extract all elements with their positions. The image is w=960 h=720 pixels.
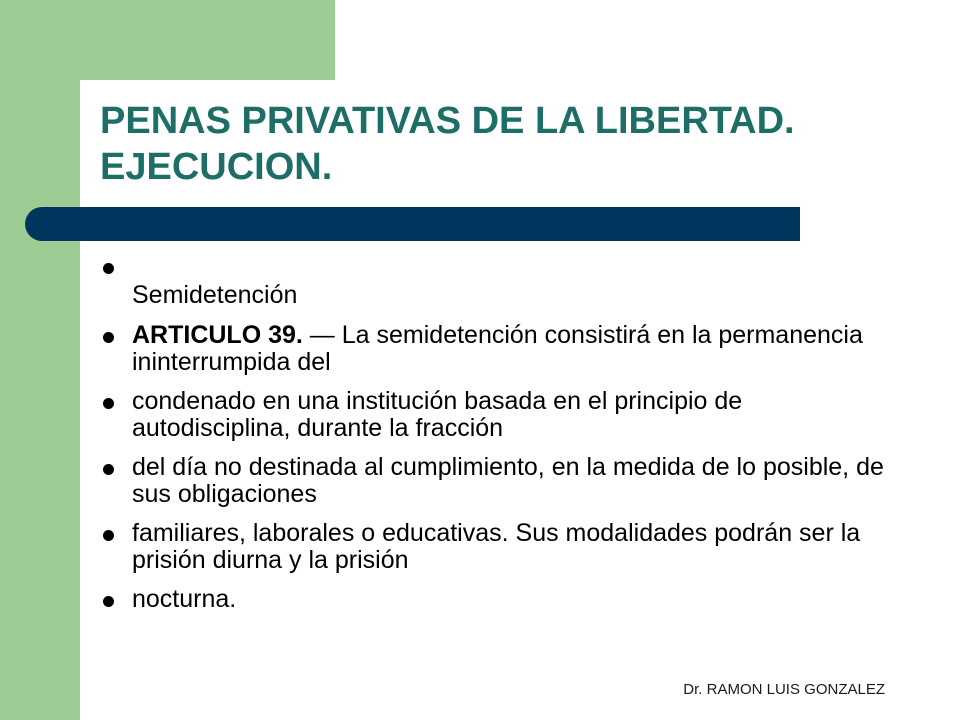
article-number: ARTICULO 39. (132, 321, 303, 349)
title-underline-bar (44, 207, 800, 241)
bullet-dot-icon (103, 398, 114, 409)
slide-footer-author: Dr. RAMON LUIS GONZALEZ (683, 681, 885, 698)
bullet-text-body: — La semidetención consistirá en la permanencia ininterrumpida del (132, 321, 863, 376)
green-decor-left-bar (0, 0, 80, 720)
bullet-dot-icon (103, 596, 114, 607)
bullet-item (100, 255, 890, 309)
bullet-item (100, 520, 890, 574)
bullet-item (100, 454, 890, 508)
bullet-text: familiares, laborales o educativas. Sus modalidades podrán ser la prisión diurna y la prisión (132, 519, 861, 574)
bullet-text (132, 322, 890, 376)
bullet-list (100, 255, 890, 613)
bullet-dot-icon (103, 530, 114, 541)
bullet-text: del día no destinada al cumplimiento, en la medida de lo posible, de sus obligaciones (132, 453, 884, 508)
bullet-text: condenado en una institución basada en el principio de autodisciplina, durante la fracción (132, 387, 743, 442)
bullet-text: Semidetención (132, 281, 298, 309)
bullet-dot-icon (103, 263, 114, 274)
bullet-item (100, 322, 890, 376)
slide-title: PENAS PRIVATIVAS DE LA LIBERTAD. EJECUCION. (100, 100, 795, 188)
bullet-item (100, 388, 890, 442)
bullet-text: nocturna. (132, 585, 237, 613)
bullet-dot-icon (103, 332, 114, 343)
bullet-dot-icon (103, 464, 114, 475)
bullet-item (100, 586, 890, 613)
